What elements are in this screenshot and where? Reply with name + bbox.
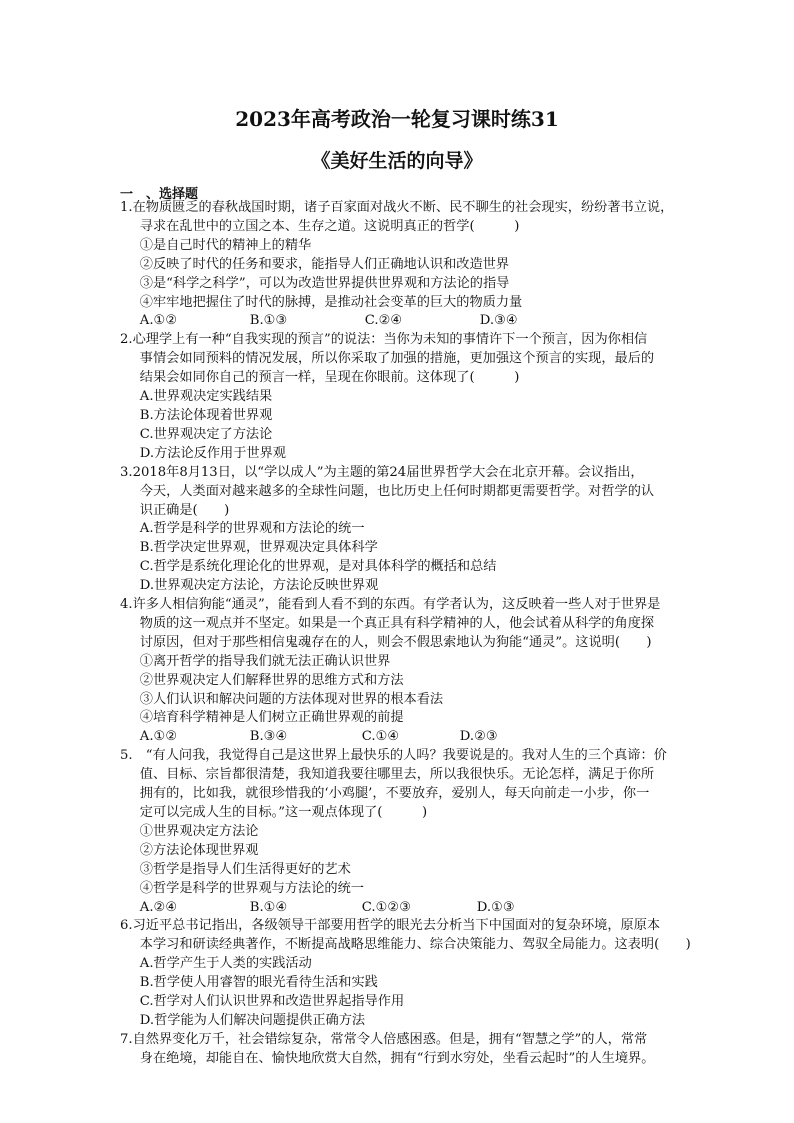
choice-d[interactable]: D.世界观决定方法论，方法论反映世界观 [139, 578, 379, 594]
question-3 [120, 464, 700, 596]
document-title: 2023年高考政治一轮复习课时练31 [235, 107, 559, 131]
choice-b[interactable]: B.哲学决定世界观，世界观决定具体科学 [139, 540, 378, 556]
statement-item: ②世界观决定人们解释世界的思维方式和方法 [139, 672, 404, 688]
choice-b[interactable]: B.①③ [249, 313, 288, 329]
question-1 [120, 199, 700, 331]
choice-d[interactable]: D.①③ [476, 899, 515, 915]
choice-d[interactable]: D.③④ [479, 313, 518, 329]
question-stem-line: 事情会如同预料的情况发展，所以你采取了加强的措施，更加强这个预言的实现，最后的 [139, 351, 655, 367]
answer-choices [120, 728, 700, 747]
statement-item: ②反映了时代的任务和要求，能指导人们正确地认识和改造世界 [139, 256, 510, 272]
questions [120, 199, 700, 1069]
question-stem-line: 拥有的，比如我，就很珍惜我的‘小鸡腿’，不要放弃，爱别人，每天向前走一小步，你一 [139, 786, 650, 802]
choice-b[interactable]: B.①④ [249, 899, 288, 915]
choice-a[interactable]: A.②④ [139, 899, 178, 915]
question-stem-line: 6.习近平总书记指出，各级领导干部要用哲学的眼光去分析当下中国面对的复杂环境，原原本 [120, 918, 661, 934]
question-stem-line: 结果会如同你自己的预言一样，呈现在你眼前。这体现了( ) [139, 370, 520, 386]
choice-c[interactable]: C.①②③ [361, 899, 412, 915]
question-stem-line: 物质的这一观点并不坚定。如果是一个真正具有科学精神的人，他会试着从科学的角度探 [139, 615, 655, 631]
question-5 [120, 747, 700, 917]
question-stem-line: 5. “有人问我，我觉得自己是这世界上最快乐的人吗？我要说是的。我对人生的三个真谛：价 [120, 748, 667, 764]
question-stem-line: 4.许多人相信狗能“通灵”，能看到人看不到的东西。有学者认为，这反映着一些人对于世界是 [120, 597, 661, 613]
choice-c[interactable]: C.哲学对人们认识世界和改造世界起指导作用 [139, 994, 405, 1010]
statement-item: ③哲学是指导人们生活得更好的艺术 [139, 861, 351, 877]
choice-a[interactable]: A.哲学产生于人类的实践活动 [139, 956, 312, 972]
choice-c[interactable]: C.哲学是系统化理论化的世界观，是对具体科学的概括和总结 [139, 559, 497, 575]
question-stem-line: 讨原因，但对于那些相信鬼魂存在的人，则会不假思索地认为狗能“通灵”。这说明( ) [139, 634, 652, 650]
section-heading: 一 、选择题 [120, 187, 199, 202]
choice-c[interactable]: C.②④ [364, 313, 403, 329]
question-stem-line: 2.心理学上有一种“自我实现的预言”的说法：当你为未知的事情许下一个预言，因为你相信 [120, 332, 648, 348]
question-stem-line: 识正确是( ) [139, 502, 230, 518]
statement-item: ③人们认识和解决问题的方法体现对世界的根本看法 [139, 691, 444, 707]
choice-d[interactable]: D.哲学能为人们解决问题提供正确方法 [139, 1012, 366, 1028]
statement-item: ①是自己时代的精神上的精华 [139, 237, 312, 253]
statement-item: ④牢牢地把握住了时代的脉搏，是推动社会变革的巨大的物质力量 [139, 294, 523, 310]
question-stem-line: 1.在物质匮乏的春秋战国时期，诸子百家面对战火不断、民不聊生的社会现实，纷纷著书立说， [120, 200, 674, 215]
statement-item: ②方法论体现世界观 [139, 842, 259, 858]
question-7 [120, 1031, 700, 1069]
statement-item: ④哲学是科学的世界观与方法论的统一 [139, 880, 364, 896]
choice-a[interactable]: A.哲学是科学的世界观和方法论的统一 [139, 521, 365, 537]
statement-item: ①世界观决定方法论 [139, 823, 259, 839]
choice-d[interactable]: D.方法论反作用于世界观 [139, 445, 286, 461]
choice-b[interactable]: B.哲学使人用睿智的眼光看待生活和实践 [139, 975, 378, 991]
question-stem-line: 身在绝境，却能自在、愉快地欣赏大自然，拥有“行到水穷处，坐看云起时”的人生境界。 [139, 1050, 655, 1066]
question-stem-line: 本学习和研读经典著作，不断提高战略思维能力、综合决策能力、驾驭全局能力。这表明( ) [139, 937, 691, 953]
choice-a[interactable]: A.①② [139, 729, 178, 745]
question-4 [120, 596, 700, 747]
choice-c[interactable]: C.①④ [361, 729, 400, 745]
answer-choices [120, 899, 700, 918]
question-stem-line: 今天，人类面对越来越多的全球性问题，也比历史上任何时期都更需要哲学。对哲学的认 [139, 483, 655, 499]
statement-item: ①离开哲学的指导我们就无法正确认识世界 [139, 653, 391, 669]
question-stem-line: 3.2018年8月13日，以“学以成人”为主题的第24届世界哲学大会在北京开幕。会议指出， [120, 464, 644, 480]
choice-a[interactable]: A.①② [139, 313, 178, 329]
statement-item: ③是“科学之科学”，可以为改造世界提供世界观和方法论的指导 [139, 275, 510, 291]
question-stem-line: 寻求在乱世中的立国之本、生存之道。这说明真正的哲学( ) [139, 218, 520, 234]
question-6 [120, 917, 700, 1030]
question-stem-line: 定可以完成人生的目标。”这一观点体现了( ) [139, 805, 428, 820]
choice-b[interactable]: B.方法论体现着世界观 [139, 407, 273, 423]
question-2 [120, 331, 700, 463]
answer-choices [120, 312, 700, 331]
choice-d[interactable]: D.②③ [459, 729, 498, 745]
statement-item: ④培育科学精神是人们树立正确世界观的前提 [139, 710, 404, 726]
document-subtitle: 《美好生活的向导》 [311, 150, 483, 172]
choice-b[interactable]: B.③④ [249, 729, 288, 745]
choice-c[interactable]: C.世界观决定了方法论 [139, 426, 273, 442]
choice-a[interactable]: A.世界观决定实践结果 [139, 389, 273, 405]
question-stem-line: 7.自然界变化万千，社会错综复杂，常常令人倍感困惑。但是，拥有“智慧之学”的人，常常 [120, 1031, 648, 1047]
question-stem-line: 值、目标、宗旨都很清楚，我知道我要往哪里去，所以我很快乐。无论怎样，满足于你所 [139, 767, 655, 783]
